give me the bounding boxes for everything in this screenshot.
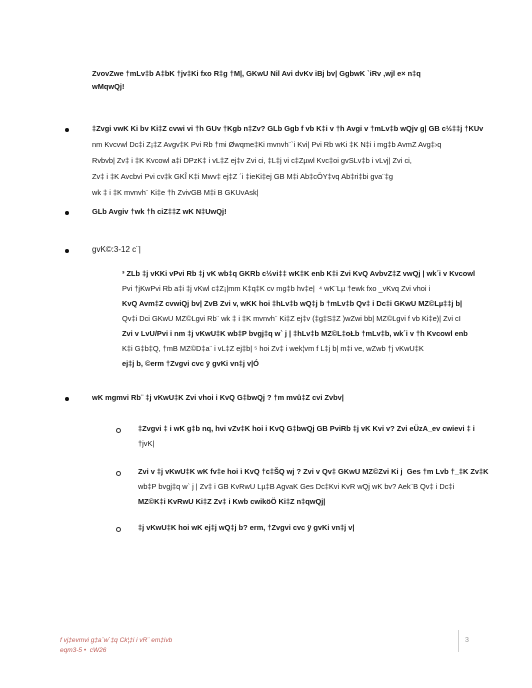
bullet3-heading: gvK©:3-12 c¨| [92, 245, 141, 254]
bullet-marker [65, 397, 69, 401]
scripture-line-5: Zvi v LvU/Pvi i nm ‡j vKwU‡K wb‡P bvgj‡q w` j | ‡hLv‡b MZ©L‡oŁb †mLv‡b, wk´i v †h Kvcowl enb [122, 329, 468, 338]
bullet2-text: GLb Avgiv †wk †h ciZ‡‡Z wK N‡UwQj! [92, 207, 227, 216]
sub2-line-1: Zvi v ‡j vKwU‡K wK fv‡e hoi i KvQ †c‡ŠQ wj ? Zvi v Qv‡ GKwU MZ©Zvi Ki j Ges †m Lvb †_‡K Zv‡K [138, 467, 489, 476]
sub3-line-1: ‡j vKwU‡K hoi wK ej‡j wQ‡j b? erm, †Zvgvi cvc ÿ gvKi vn‡j v| [138, 523, 355, 532]
footer-title: f vj‡evmvi g‡a¨w`‡q Ck¦‡i i vR¨ em‡ivb [60, 637, 173, 644]
intro-line-2: wMqwQj! [92, 82, 125, 91]
page-number: 3 [465, 637, 469, 644]
intro-line-1: ZvovZwe †mLv‡b A‡bK †jv‡Ki fxo R‡g †M|, GKwU Nil Avi dvKv iBj bv| GgbwK `iRv ,wjl e× n‡q [92, 69, 421, 78]
bullet1-line-3: Rvbvb| Zv‡ i ‡K Kvcowl a‡i DPzK‡ i vL‡Z ej‡v Zvi ci, ‡L‡j vi c‡Zµwl Kvc‡oi gvSLv‡b i vLvj| Zvi ci, [92, 156, 412, 165]
bullet1-line-4: Zv‡ i ‡K Avcbvi Pvi cv‡k GKÎ K‡i Mwv‡ ej‡Z ´i ‡ieKi‡ej GB M‡i Ab‡cÖY‡vq Ab‡ri‡bi gva¨‡g [92, 172, 393, 181]
scripture-line-7: ej‡j b, ©erm †Zvgvi cvc ÿ gvKi vn‡j v|Ó [122, 359, 259, 368]
scripture-line-2: Pvi †jKwPvi Rb a‡i ‡j vKwl c‡Z¡|mm K‡q‡K cv mg‡b hv‡e| ⁴ wK¨Lµ †ewk fxo _vKvq Zvi vhoi i [122, 284, 431, 293]
bullet1-line-2: nm Kvcvwl Dc‡i Z¡‡Z Avgv‡K Pvi Rb †mi Øwqme‡Ki mvnvh¨`i Kvi| Pvi Rb wKi ‡K N‡i i mg‡b AvmZ Avg‡›q [92, 140, 442, 149]
sub1-line-1: ‡Zvgvi ‡ i wK g‡b nq, hvi vZv‡K hoi i KvQ G‡bwQj GB PviRb ‡j vK Kvi v? Zvi eÜzA_ev cwievi ‡ i [138, 424, 475, 433]
scripture-line-1: ³ ZLb ‡j vKKi vPvi Rb ‡j vK wb‡q GKRb c½vi‡‡ wK‡K enb K‡i Zvi KvQ AvbvZ‡Z vwQj | wk´i v Kvcowl [122, 269, 476, 278]
footer-divider [458, 630, 459, 652]
sub-bullet-marker [116, 527, 121, 532]
bullet1-line-5: wk ‡ i ‡K mvnvh¨ Ki‡e †h ZvivGB M‡i B GKUvAsk| [92, 188, 259, 197]
sub2-line-2: wb‡P bvgj‡q w` j | Zv‡ i GB KvRwU Lµ‡B AgvaK Ges Dc‡Kvi KvR wQj wK bv? Aek¨B Qv‡ i Dc‡i [138, 482, 455, 491]
footer-subtitle: eqm3-5 • cW26 [60, 647, 107, 654]
bullet4-heading: wK mgmvi Rb¨ ‡j vKwU‡K Zvi vhoi i KvQ G‡bwQj ? †m mvû‡Z cvi Zvbv| [92, 393, 344, 402]
sub2-line-3: MZ©K‡i KvRwU Ki‡Z Zv‡ i Kwb cwiköÖ Ki‡Z n‡qwQj| [138, 497, 326, 506]
bullet-marker [65, 211, 69, 215]
bullet-marker [65, 249, 69, 253]
scripture-line-3: KvQ Avm‡Z cvwiQj bv| ZvB Zvi v, wKK hoi ‡hLv‡b wQ‡j b †mLv‡b Qv‡ i Dc‡i GKwU MZ©Lµ‡‡j b| [122, 299, 463, 308]
bullet-marker [65, 128, 69, 132]
sub-bullet-marker [116, 428, 121, 433]
bullet1-line-1: ‡Zvgi vwK Ki bv Ki‡Z cvwi vi †h GUv †Kgb n‡Zv? GLb Ggb f vb K‡i v †h Avgi v †mLv‡b wQjv g| GB c½‡‡j †KUv [92, 124, 484, 133]
scripture-line-4: Qv‡i Dci GKwU MZ©Lgvi Rb¨ wk ‡ i ‡K mvnvh¨ Ki‡Z ej‡v (‡g‡S‡Z )wZwi bb| MZ©Lgvi f vb Ki‡e)| Zvi cI [122, 314, 461, 323]
scripture-line-6: K‡i G‡b‡Q, †mB MZ©D‡a¨ i vL‡Z ej‡b| ⁵ hoi Zv‡ i wek¦vm f L‡j b| m‡i ve, wZwb †j vKwU‡K [122, 344, 424, 353]
sub1-line-2: †jvK| [138, 439, 155, 448]
sub-bullet-marker [116, 471, 121, 476]
